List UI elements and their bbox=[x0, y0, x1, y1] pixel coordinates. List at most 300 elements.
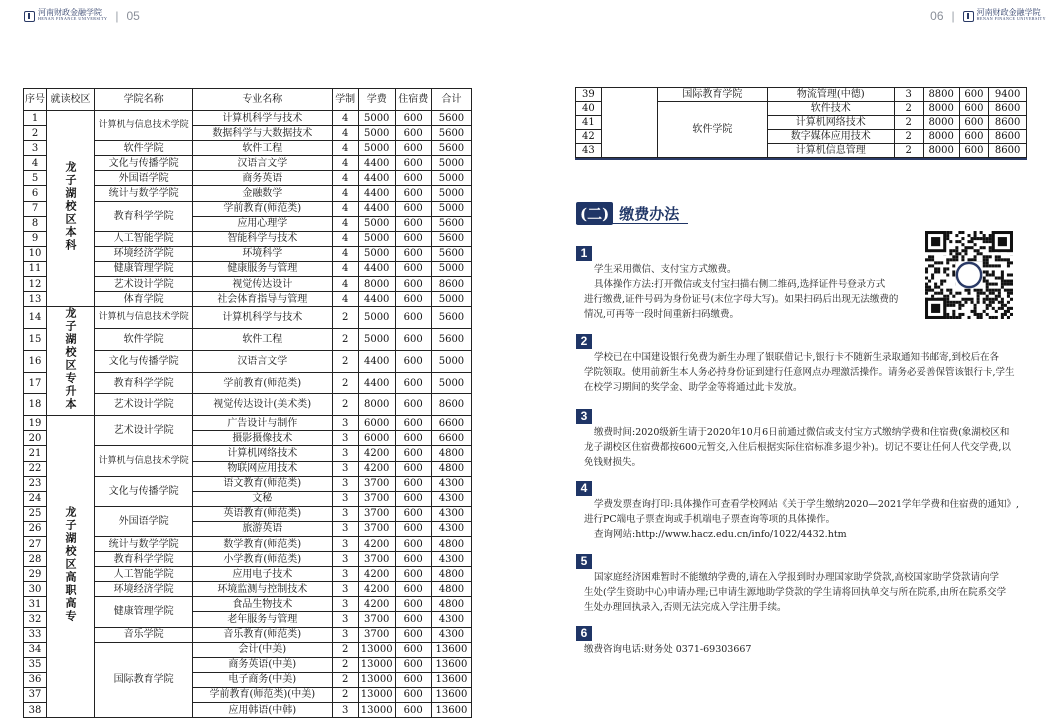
dorm-cell: 600 bbox=[395, 612, 431, 627]
major-cell: 健康服务与管理 bbox=[193, 261, 332, 276]
step-line: 生处办理回执录入,否则无法完成入学注册手续。 bbox=[584, 602, 787, 613]
years-cell: 2 bbox=[894, 102, 923, 116]
years-cell: 4 bbox=[332, 156, 358, 171]
total-cell: 6600 bbox=[431, 416, 471, 431]
major-cell: 应用电子技术 bbox=[193, 567, 332, 582]
tuition-cell: 8000 bbox=[923, 144, 959, 158]
table-bottom-rule bbox=[575, 158, 1027, 160]
row-index: 39 bbox=[576, 88, 602, 102]
major-cell: 物联网应用技术 bbox=[193, 461, 332, 476]
tuition-cell: 4200 bbox=[358, 597, 395, 612]
step-line: 情况,可再等一段时间重新扫码缴费。 bbox=[584, 309, 740, 320]
major-cell: 视觉传达设计(美术类) bbox=[193, 394, 332, 416]
tuition-cell: 4400 bbox=[358, 292, 395, 307]
tuition-cell: 5000 bbox=[358, 111, 395, 126]
total-cell: 8600 bbox=[989, 116, 1027, 130]
years-cell: 4 bbox=[332, 141, 358, 156]
college-cell: 外国语学院 bbox=[95, 506, 193, 536]
dorm-cell: 600 bbox=[395, 461, 431, 476]
total-cell: 8600 bbox=[431, 394, 471, 416]
major-cell: 环境监测与控制技术 bbox=[193, 582, 332, 597]
years-cell: 3 bbox=[332, 627, 358, 642]
college-cell: 音乐学院 bbox=[95, 627, 193, 642]
total-cell: 5600 bbox=[431, 329, 471, 351]
fee-table-continued bbox=[575, 87, 1027, 158]
major-cell: 计算机科学与技术 bbox=[193, 111, 332, 126]
years-cell: 2 bbox=[332, 350, 358, 372]
section-title: 缴费办法 bbox=[619, 205, 680, 223]
page-number-right: 06 bbox=[930, 9, 944, 23]
table-row bbox=[576, 88, 1027, 102]
tuition-cell: 4200 bbox=[358, 536, 395, 551]
tuition-cell: 4200 bbox=[358, 582, 395, 597]
dorm-cell: 600 bbox=[395, 231, 431, 246]
row-index: 14 bbox=[24, 307, 47, 329]
step-number-badge: 6 bbox=[576, 626, 592, 641]
logo-name: 河南财政金融学院 bbox=[976, 8, 1041, 17]
table-row bbox=[24, 416, 472, 431]
tuition-cell: 3700 bbox=[358, 476, 395, 491]
step-line: 免钱财损失。 bbox=[584, 457, 642, 468]
dorm-cell: 600 bbox=[395, 703, 431, 718]
major-cell: 物流管理(中德) bbox=[768, 88, 894, 102]
dorm-cell: 600 bbox=[395, 416, 431, 431]
total-cell: 5600 bbox=[431, 216, 471, 231]
row-index: 31 bbox=[24, 597, 47, 612]
row-index: 21 bbox=[24, 446, 47, 461]
row-index: 8 bbox=[24, 216, 47, 231]
years-cell: 3 bbox=[332, 582, 358, 597]
dorm-cell: 600 bbox=[959, 130, 989, 144]
row-index: 24 bbox=[24, 491, 47, 506]
total-cell: 5600 bbox=[431, 231, 471, 246]
col-header: 序号 bbox=[24, 89, 47, 111]
row-index: 35 bbox=[24, 657, 47, 672]
table-row bbox=[24, 111, 472, 126]
dorm-cell: 600 bbox=[395, 307, 431, 329]
total-cell: 4800 bbox=[431, 582, 471, 597]
dorm-cell: 600 bbox=[395, 216, 431, 231]
total-cell: 5600 bbox=[431, 126, 471, 141]
years-cell: 3 bbox=[332, 446, 358, 461]
row-index: 29 bbox=[24, 567, 47, 582]
row-index: 32 bbox=[24, 612, 47, 627]
tuition-cell: 8000 bbox=[358, 394, 395, 416]
years-cell: 3 bbox=[332, 597, 358, 612]
major-cell: 计算机信息管理 bbox=[768, 144, 894, 158]
college-cell: 体育学院 bbox=[95, 292, 193, 307]
major-cell: 英语教育(师范类) bbox=[193, 506, 332, 521]
college-cell: 计算机与信息技术学院 bbox=[95, 307, 193, 329]
tuition-cell: 5000 bbox=[358, 307, 395, 329]
major-cell: 学前教育(师范类)(中美) bbox=[193, 687, 332, 702]
major-cell: 数字媒体应用技术 bbox=[768, 130, 894, 144]
tuition-cell: 8000 bbox=[923, 116, 959, 130]
tuition-cell: 6000 bbox=[358, 416, 395, 431]
tuition-cell: 13000 bbox=[358, 657, 395, 672]
page-number-left: 05 bbox=[126, 9, 140, 23]
years-cell: 2 bbox=[332, 329, 358, 351]
years-cell: 2 bbox=[332, 394, 358, 416]
row-index: 22 bbox=[24, 461, 47, 476]
tuition-cell: 4400 bbox=[358, 261, 395, 276]
college-cell: 人工智能学院 bbox=[95, 567, 193, 582]
row-index: 43 bbox=[576, 144, 602, 158]
total-cell: 4800 bbox=[431, 567, 471, 582]
college-cell: 软件学院 bbox=[95, 141, 193, 156]
tuition-cell: 8800 bbox=[923, 88, 959, 102]
college-cell: 统计与数学学院 bbox=[95, 186, 193, 201]
row-index: 26 bbox=[24, 521, 47, 536]
step-line: 龙子湖校区住宿费都按600元暂交,入住后根据实际住宿标准多退少补)。切记不要让任何人代交学费,以 bbox=[584, 442, 1011, 453]
college-cell: 环境经济学院 bbox=[95, 246, 193, 261]
college-cell: 软件学院 bbox=[657, 102, 767, 158]
years-cell: 3 bbox=[332, 431, 358, 446]
major-cell: 软件工程 bbox=[193, 329, 332, 351]
row-index: 30 bbox=[24, 582, 47, 597]
step-number-badge: 2 bbox=[576, 334, 592, 349]
dorm-cell: 600 bbox=[395, 156, 431, 171]
college-cell: 文化与传播学院 bbox=[95, 350, 193, 372]
total-cell: 4300 bbox=[431, 612, 471, 627]
step-line: 学生采用微信、支付宝方式缴费。 bbox=[594, 264, 737, 275]
college-cell: 艺术设计学院 bbox=[95, 416, 193, 446]
major-cell: 小学教育(师范类) bbox=[193, 552, 332, 567]
major-cell: 旅游英语 bbox=[193, 521, 332, 536]
dorm-cell: 600 bbox=[395, 372, 431, 394]
dorm-cell: 600 bbox=[395, 350, 431, 372]
dorm-cell: 600 bbox=[395, 476, 431, 491]
dorm-cell: 600 bbox=[395, 186, 431, 201]
dorm-cell: 600 bbox=[395, 431, 431, 446]
step-paragraph bbox=[584, 350, 1024, 395]
total-cell: 4300 bbox=[431, 521, 471, 536]
total-cell: 5000 bbox=[431, 186, 471, 201]
total-cell: 13600 bbox=[431, 657, 471, 672]
major-cell: 商务英语(中美) bbox=[193, 657, 332, 672]
total-cell: 5000 bbox=[431, 261, 471, 276]
row-index: 10 bbox=[24, 246, 47, 261]
total-cell: 5600 bbox=[431, 246, 471, 261]
dorm-cell: 600 bbox=[959, 88, 989, 102]
dorm-cell: 600 bbox=[395, 521, 431, 536]
years-cell: 3 bbox=[332, 476, 358, 491]
total-cell: 8600 bbox=[989, 102, 1027, 116]
total-cell: 8600 bbox=[989, 130, 1027, 144]
college-cell: 文化与传播学院 bbox=[95, 476, 193, 506]
major-cell: 软件技术 bbox=[768, 102, 894, 116]
years-cell: 2 bbox=[332, 372, 358, 394]
total-cell: 4800 bbox=[431, 597, 471, 612]
step-number-badge: 5 bbox=[576, 554, 592, 569]
row-index: 33 bbox=[24, 627, 47, 642]
years-cell: 3 bbox=[332, 567, 358, 582]
step-paragraph bbox=[584, 262, 914, 322]
logo-en: HENAN FINANCE UNIVERSITY bbox=[38, 16, 108, 21]
years-cell: 4 bbox=[332, 201, 358, 216]
dorm-cell: 600 bbox=[395, 672, 431, 687]
years-cell: 3 bbox=[332, 703, 358, 718]
total-cell: 4300 bbox=[431, 627, 471, 642]
total-cell: 5000 bbox=[431, 292, 471, 307]
row-index: 37 bbox=[24, 687, 47, 702]
major-cell: 文秘 bbox=[193, 491, 332, 506]
col-header: 住宿费 bbox=[395, 89, 431, 111]
major-cell: 智能科学与技术 bbox=[193, 231, 332, 246]
step-line: 进行缴费,证件号码为身份证号(末位字母大写)。如果扫码后出现无法缴费的 bbox=[584, 294, 899, 305]
col-header: 专业名称 bbox=[193, 89, 332, 111]
total-cell: 4300 bbox=[431, 552, 471, 567]
major-cell: 学前教育(师范类) bbox=[193, 372, 332, 394]
total-cell: 8600 bbox=[431, 277, 471, 292]
major-cell: 应用韩语(中韩) bbox=[193, 703, 332, 718]
tuition-cell: 8000 bbox=[358, 277, 395, 292]
school-emblem-icon bbox=[963, 11, 974, 22]
years-cell: 2 bbox=[894, 116, 923, 130]
major-cell: 视觉传达设计 bbox=[193, 277, 332, 292]
major-cell: 会计(中美) bbox=[193, 642, 332, 657]
dorm-cell: 600 bbox=[395, 657, 431, 672]
major-cell: 摄影摄像技术 bbox=[193, 431, 332, 446]
total-cell: 5600 bbox=[431, 111, 471, 126]
dorm-cell: 600 bbox=[959, 144, 989, 158]
qr-code-icon bbox=[925, 231, 1013, 319]
total-cell: 4300 bbox=[431, 476, 471, 491]
step-number-badge: 3 bbox=[576, 409, 592, 424]
tuition-cell: 3700 bbox=[358, 552, 395, 567]
row-index: 11 bbox=[24, 261, 47, 276]
school-logo bbox=[963, 10, 1046, 22]
dorm-cell: 600 bbox=[395, 506, 431, 521]
total-cell: 4800 bbox=[431, 461, 471, 476]
logo-en: HENAN FINANCE UNIVERSITY bbox=[976, 16, 1046, 21]
step-line: 进行PC端电子票查询或手机端电子票查询等项的具体操作。 bbox=[584, 514, 836, 525]
page-header-left bbox=[24, 7, 140, 25]
col-header: 学制 bbox=[332, 89, 358, 111]
dorm-cell: 600 bbox=[395, 292, 431, 307]
dorm-cell: 600 bbox=[395, 246, 431, 261]
row-index: 20 bbox=[24, 431, 47, 446]
years-cell: 3 bbox=[894, 88, 923, 102]
dorm-cell: 600 bbox=[395, 627, 431, 642]
row-index: 38 bbox=[24, 703, 47, 718]
row-index: 27 bbox=[24, 536, 47, 551]
dorm-cell: 600 bbox=[959, 116, 989, 130]
fee-table bbox=[23, 88, 472, 718]
college-cell: 计算机与信息技术学院 bbox=[95, 446, 193, 476]
years-cell: 3 bbox=[332, 521, 358, 536]
row-index: 40 bbox=[576, 102, 602, 116]
college-cell: 艺术设计学院 bbox=[95, 277, 193, 292]
step-number-badge: 4 bbox=[576, 481, 592, 496]
dorm-cell: 600 bbox=[395, 111, 431, 126]
years-cell: 4 bbox=[332, 126, 358, 141]
tuition-cell: 4400 bbox=[358, 201, 395, 216]
row-index: 28 bbox=[24, 552, 47, 567]
step-paragraph bbox=[584, 425, 1024, 470]
college-cell: 文化与传播学院 bbox=[95, 156, 193, 171]
row-index: 41 bbox=[576, 116, 602, 130]
major-cell: 食品生物技术 bbox=[193, 597, 332, 612]
row-index: 5 bbox=[24, 171, 47, 186]
years-cell: 4 bbox=[332, 246, 358, 261]
row-index: 1 bbox=[24, 111, 47, 126]
total-cell: 4300 bbox=[431, 491, 471, 506]
tuition-cell: 13000 bbox=[358, 642, 395, 657]
campus-label: 龙子湖校区专升本 bbox=[64, 307, 78, 412]
years-cell: 4 bbox=[332, 277, 358, 292]
total-cell: 5000 bbox=[431, 156, 471, 171]
major-cell: 计算机网络技术 bbox=[193, 446, 332, 461]
step-paragraph bbox=[584, 570, 1024, 615]
years-cell: 3 bbox=[332, 552, 358, 567]
dorm-cell: 600 bbox=[395, 582, 431, 597]
dorm-cell: 600 bbox=[395, 171, 431, 186]
campus-cell bbox=[47, 307, 95, 416]
dorm-cell: 600 bbox=[395, 567, 431, 582]
campus-cell bbox=[47, 111, 95, 307]
campus-cell bbox=[601, 88, 657, 158]
row-index: 17 bbox=[24, 372, 47, 394]
total-cell: 6600 bbox=[431, 431, 471, 446]
tuition-cell: 3700 bbox=[358, 612, 395, 627]
row-index: 7 bbox=[24, 201, 47, 216]
major-cell: 软件工程 bbox=[193, 141, 332, 156]
total-cell: 8600 bbox=[989, 144, 1027, 158]
dorm-cell: 600 bbox=[395, 329, 431, 351]
dorm-cell: 600 bbox=[395, 642, 431, 657]
college-cell: 教育科学学院 bbox=[95, 372, 193, 394]
step-line: 具体操作方法:打开微信或支付宝扫描右侧二维码,选择证件号登录方式 bbox=[594, 279, 886, 290]
major-cell: 数学教育(师范类) bbox=[193, 536, 332, 551]
row-index: 4 bbox=[24, 156, 47, 171]
college-cell: 软件学院 bbox=[95, 329, 193, 351]
school-logo bbox=[24, 10, 107, 22]
header-separator: | bbox=[951, 9, 955, 23]
row-index: 34 bbox=[24, 642, 47, 657]
tuition-cell: 8000 bbox=[923, 130, 959, 144]
dorm-cell: 600 bbox=[395, 201, 431, 216]
tuition-cell: 4200 bbox=[358, 567, 395, 582]
tuition-cell: 13000 bbox=[358, 672, 395, 687]
dorm-cell: 600 bbox=[395, 261, 431, 276]
tuition-cell: 3700 bbox=[358, 491, 395, 506]
major-cell: 计算机网络技术 bbox=[768, 116, 894, 130]
row-index: 36 bbox=[24, 672, 47, 687]
step-line: 缴费咨询电话:财务处 0371-69303667 bbox=[584, 644, 752, 655]
years-cell: 2 bbox=[894, 144, 923, 158]
college-cell: 外国语学院 bbox=[95, 171, 193, 186]
tuition-cell: 13000 bbox=[358, 703, 395, 718]
major-cell: 汉语言文学 bbox=[193, 156, 332, 171]
step-line[interactable]: 查询网站:http://www.hacz.edu.cn/info/1022/4432.htm bbox=[594, 529, 847, 540]
dorm-cell: 600 bbox=[395, 687, 431, 702]
total-cell: 13600 bbox=[431, 642, 471, 657]
college-cell: 计算机与信息技术学院 bbox=[95, 111, 193, 141]
total-cell: 13600 bbox=[431, 703, 471, 718]
school-emblem-icon bbox=[24, 11, 35, 22]
table-row bbox=[24, 307, 472, 329]
tuition-cell: 4400 bbox=[358, 350, 395, 372]
tuition-cell: 5000 bbox=[358, 141, 395, 156]
step-line: 国家庭经济困难暂时不能缴纳学费的,请在入学报到时办理国家助学贷款,高校国家助学贷款请向学 bbox=[594, 572, 1000, 583]
tuition-cell: 4200 bbox=[358, 461, 395, 476]
tuition-cell: 6000 bbox=[358, 431, 395, 446]
total-cell: 4800 bbox=[431, 446, 471, 461]
years-cell: 2 bbox=[332, 687, 358, 702]
dorm-cell: 600 bbox=[959, 102, 989, 116]
major-cell: 汉语言文学 bbox=[193, 350, 332, 372]
step-paragraph bbox=[584, 642, 1024, 657]
row-index: 16 bbox=[24, 350, 47, 372]
years-cell: 4 bbox=[332, 261, 358, 276]
row-index: 23 bbox=[24, 476, 47, 491]
tuition-cell: 3700 bbox=[358, 627, 395, 642]
years-cell: 4 bbox=[332, 216, 358, 231]
college-cell: 教育科学学院 bbox=[95, 201, 193, 231]
page-header-right bbox=[930, 7, 1046, 25]
major-cell: 数据科学与大数据技术 bbox=[193, 126, 332, 141]
total-cell: 5000 bbox=[431, 350, 471, 372]
years-cell: 4 bbox=[332, 231, 358, 246]
row-index: 42 bbox=[576, 130, 602, 144]
tuition-cell: 4200 bbox=[358, 446, 395, 461]
years-cell: 3 bbox=[332, 536, 358, 551]
total-cell: 5600 bbox=[431, 307, 471, 329]
college-cell: 国际教育学院 bbox=[95, 642, 193, 717]
tuition-cell: 5000 bbox=[358, 216, 395, 231]
campus-label: 龙子湖校区高职高专 bbox=[64, 506, 78, 624]
col-header: 学费 bbox=[358, 89, 395, 111]
college-cell: 艺术设计学院 bbox=[95, 394, 193, 416]
total-cell: 5000 bbox=[431, 372, 471, 394]
tuition-cell: 5000 bbox=[358, 329, 395, 351]
years-cell: 3 bbox=[332, 491, 358, 506]
total-cell: 5600 bbox=[431, 141, 471, 156]
major-cell: 应用心理学 bbox=[193, 216, 332, 231]
major-cell: 计算机科学与技术 bbox=[193, 307, 332, 329]
section-heading bbox=[576, 202, 685, 225]
major-cell: 学前教育(师范类) bbox=[193, 201, 332, 216]
total-cell: 9400 bbox=[989, 88, 1027, 102]
step-line: 生处(学生资助中心)申请办理;已申请生源地助学贷款的学生请将回执单交与所在院系,由所在院系交学 bbox=[584, 587, 1007, 598]
logo-name: 河南财政金融学院 bbox=[38, 8, 102, 17]
years-cell: 4 bbox=[332, 111, 358, 126]
dorm-cell: 600 bbox=[395, 536, 431, 551]
major-cell: 电子商务(中美) bbox=[193, 672, 332, 687]
step-line: 缴费时间:2020级新生请于2020年10月6日前通过微信或支付宝方式缴纳学费和住宿费(象湖校区和 bbox=[594, 427, 1010, 438]
college-cell: 教育科学学院 bbox=[95, 552, 193, 567]
dorm-cell: 600 bbox=[395, 126, 431, 141]
tuition-cell: 4400 bbox=[358, 186, 395, 201]
college-cell: 健康管理学院 bbox=[95, 261, 193, 276]
header-separator: | bbox=[115, 9, 119, 23]
tuition-cell: 13000 bbox=[358, 687, 395, 702]
tuition-cell: 3700 bbox=[358, 506, 395, 521]
total-cell: 4300 bbox=[431, 506, 471, 521]
total-cell: 13600 bbox=[431, 687, 471, 702]
years-cell: 4 bbox=[332, 186, 358, 201]
tuition-cell: 5000 bbox=[358, 126, 395, 141]
tuition-cell: 8000 bbox=[923, 102, 959, 116]
dorm-cell: 600 bbox=[395, 597, 431, 612]
tuition-cell: 5000 bbox=[358, 231, 395, 246]
major-cell: 广告设计与制作 bbox=[193, 416, 332, 431]
years-cell: 3 bbox=[332, 416, 358, 431]
row-index: 6 bbox=[24, 186, 47, 201]
row-index: 15 bbox=[24, 329, 47, 351]
college-cell: 环境经济学院 bbox=[95, 582, 193, 597]
